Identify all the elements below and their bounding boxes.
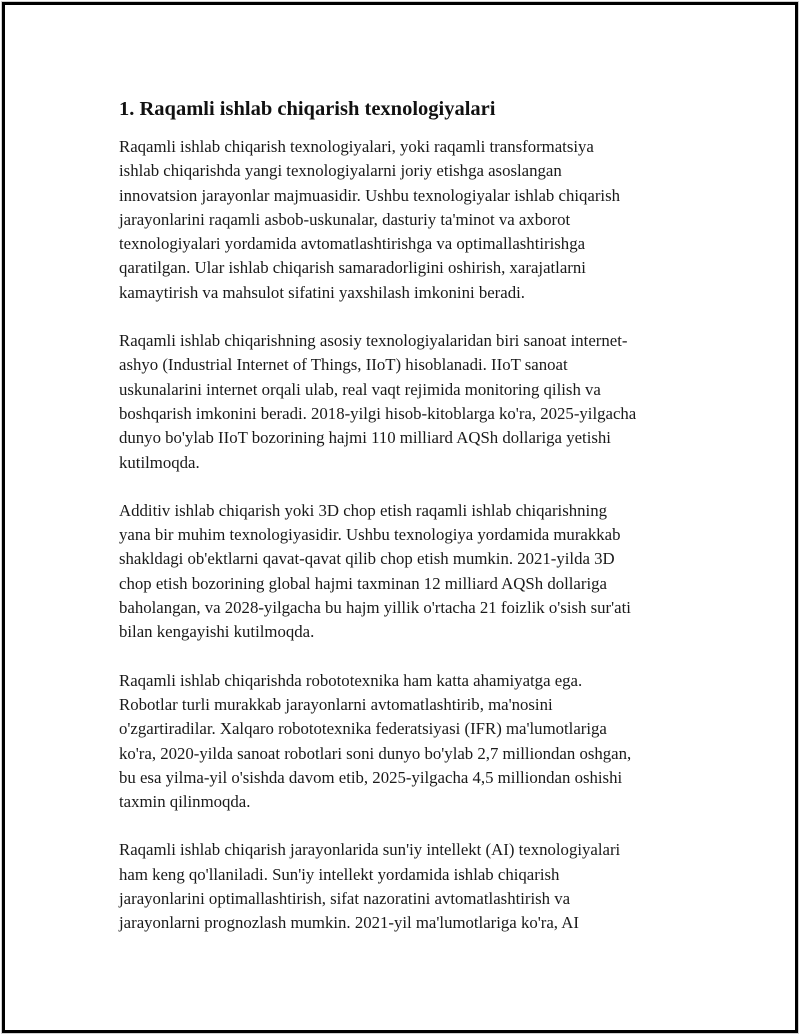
text-line: Additiv ishlab chiqarish yoki 3D chop etish raqamli ishlab chiqarishning bbox=[119, 500, 607, 520]
text-line: ashyo (Industrial Internet of Things, IIoT) hisoblanadi. IIoT sanoat bbox=[119, 355, 568, 375]
text-line: Raqamli ishlab chiqarishda robototexnika ham katta ahamiyatga ega. bbox=[119, 670, 583, 690]
section-title: 1. Raqamli ishlab chiqarish texnologiyalari bbox=[119, 98, 496, 120]
text-line: bilan kengayishi kutilmoqda. bbox=[119, 622, 315, 642]
text-line: bu esa yilma-yil o'sishda davom etib, 2025-yilgacha 4,5 milliondan oshishi bbox=[119, 767, 623, 787]
text-line: Raqamli ishlab chiqarish texnologiyalari, yoki raqamli transformatsiya bbox=[119, 137, 594, 156]
text-line: boshqarish imkonini beradi. 2018-yilgi hisob-kitoblarga ko'ra, 2025-yilgacha bbox=[119, 403, 637, 423]
text-line: jarayonlarini raqamli asbob-uskunalar, dasturiy ta'minot va axborot bbox=[119, 209, 571, 229]
paragraph-1 bbox=[119, 135, 699, 305]
text-line: Robotlar turli murakkab jarayonlarni avtomatlashtirib, ma'nosini bbox=[119, 694, 553, 714]
text-line: shakldagi ob'ektlarni qavat-qavat qilib chop etish mumkin. 2021-yilda 3D bbox=[119, 549, 615, 569]
text-line: qaratilgan. Ular ishlab chiqarish samaradorligini oshirish, xarajatlarni bbox=[119, 258, 586, 278]
document-body bbox=[119, 96, 699, 960]
text-line: kutilmoqda. bbox=[119, 452, 200, 472]
text-line: Raqamli ishlab chiqarish jarayonlarida sun'iy intellekt (AI) texnologiyalari bbox=[119, 840, 621, 860]
text-line: dunyo bo'ylab IIoT bozorining hajmi 110 milliard AQSh dollariga yetishi bbox=[119, 428, 611, 448]
text-line: ham keng qo'llaniladi. Sun'iy intellekt yordamida ishlab chiqarish bbox=[119, 864, 560, 884]
text-line: kamaytirish va mahsulot sifatini yaxshilash imkonini beradi. bbox=[119, 282, 525, 302]
text-line: yana bir muhim texnologiyasidir. Ushbu texnologiya yordamida murakkab bbox=[119, 525, 621, 545]
text-line: o'zgartiradilar. Xalqaro robototexnika federatsiyasi (IFR) ma'lumotlariga bbox=[119, 719, 607, 739]
text-line: taxmin qilinmoqda. bbox=[119, 792, 251, 812]
text-line: uskunalarini internet orqali ulab, real vaqt rejimida monitoring qilish va bbox=[119, 379, 601, 399]
paragraph-2 bbox=[119, 329, 699, 475]
paragraph-4 bbox=[119, 669, 699, 815]
paragraph-3 bbox=[119, 499, 699, 645]
text-line: jarayonlarini optimallashtirish, sifat nazoratini avtomatlashtirish va bbox=[119, 889, 571, 909]
text-line: ko'ra, 2020-yilda sanoat robotlari soni dunyo bo'ylab 2,7 milliondan oshgan, bbox=[119, 743, 632, 763]
text-line: innovatsion jarayonlar majmuasidir. Ushbu texnologiyalar ishlab chiqarish bbox=[119, 185, 621, 205]
text-line: jarayonlarni prognozlash mumkin. 2021-yil ma'lumotlariga ko'ra, AI bbox=[119, 913, 579, 933]
text-line: ishlab chiqarishda yangi texnologiyalarni joriy etishga asoslangan bbox=[119, 161, 562, 181]
text-line: baholangan, va 2028-yilgacha bu hajm yillik o'rtacha 21 foizlik o'sish sur'ati bbox=[119, 598, 631, 618]
text-line: texnologiyalari yordamida avtomatlashtirishga va optimallashtirishga bbox=[119, 234, 586, 254]
text-line: Raqamli ishlab chiqarishning asosiy texnologiyalaridan biri sanoat internet- bbox=[119, 331, 628, 351]
paragraph-5 bbox=[119, 838, 699, 935]
text-line: chop etish bozorining global hajmi taxminan 12 milliard AQSh dollariga bbox=[119, 573, 607, 593]
